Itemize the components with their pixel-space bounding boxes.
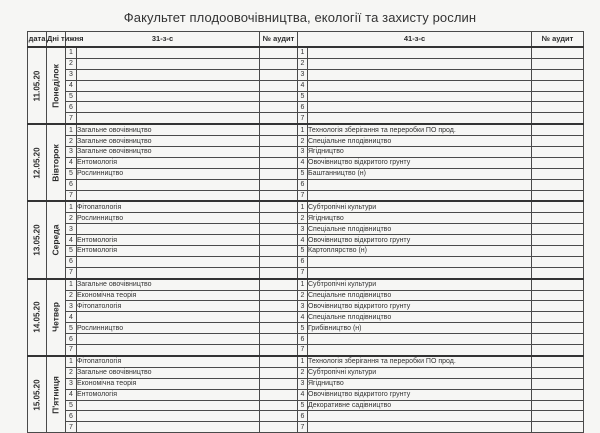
room-group-31 (260, 136, 298, 147)
room-group-31 (260, 323, 298, 334)
page-title: Факультет плодоовочівництва, екології та захисту рослин (123, 10, 477, 25)
day-name-label: Понеділок (50, 63, 61, 108)
lesson-number: 4 (298, 312, 308, 323)
lesson-number: 1 (66, 279, 77, 290)
subject-group-41: Грибівництво (н) (308, 323, 532, 334)
table-row (28, 301, 584, 312)
lesson-number: 5 (66, 91, 77, 102)
subject-group-31: Загальне овочівництво (77, 147, 260, 158)
lesson-number: 2 (66, 213, 77, 224)
room-group-41 (532, 312, 584, 323)
lesson-number: 7 (66, 267, 77, 278)
subject-group-41: Ягідництво (308, 213, 532, 224)
room-group-31 (260, 345, 298, 356)
room-group-41 (532, 290, 584, 301)
lesson-number: 1 (298, 279, 308, 290)
room-group-31 (260, 389, 298, 400)
lesson-number: 4 (298, 80, 308, 91)
room-group-31 (260, 400, 298, 411)
header-room-1: № аудит (260, 32, 298, 48)
table-row (28, 356, 584, 367)
subject-group-31 (77, 179, 260, 190)
lesson-number: 2 (298, 136, 308, 147)
subject-group-41 (308, 58, 532, 69)
room-group-31 (260, 411, 298, 422)
day-date-label: 13.05.20 (32, 224, 42, 256)
room-group-41 (532, 279, 584, 290)
room-group-31 (260, 179, 298, 190)
day-date-label: 11.05.20 (32, 70, 42, 101)
room-group-41 (532, 47, 584, 58)
lesson-number: 5 (298, 168, 308, 179)
room-group-31 (260, 224, 298, 235)
lesson-number: 1 (298, 356, 308, 367)
room-group-31 (260, 256, 298, 267)
lesson-number: 2 (298, 290, 308, 301)
table-row (28, 147, 584, 158)
day-name (47, 47, 66, 124)
room-group-31 (260, 91, 298, 102)
lesson-number: 4 (66, 312, 77, 323)
table-row (28, 290, 584, 301)
table-row (28, 47, 584, 58)
subject-group-41 (308, 69, 532, 80)
room-group-31 (260, 102, 298, 113)
subject-group-41: Ягідництво (308, 147, 532, 158)
room-group-31 (260, 201, 298, 212)
table-row (28, 389, 584, 400)
room-group-41 (532, 235, 584, 246)
table-row (28, 213, 584, 224)
subject-group-41 (308, 334, 532, 345)
room-group-31 (260, 246, 298, 257)
subject-group-31 (77, 69, 260, 80)
room-group-31 (260, 58, 298, 69)
room-group-41 (532, 323, 584, 334)
lesson-number: 3 (298, 224, 308, 235)
room-group-41 (532, 69, 584, 80)
room-group-41 (532, 224, 584, 235)
lesson-number: 1 (66, 201, 77, 212)
lesson-number: 4 (66, 157, 77, 168)
lesson-number: 4 (298, 235, 308, 246)
lesson-number: 5 (66, 323, 77, 334)
lesson-number: 5 (66, 246, 77, 257)
lesson-number: 7 (66, 422, 77, 433)
lesson-number: 6 (66, 334, 77, 345)
schedule-table (27, 31, 584, 433)
subject-group-31: Економічна теорія (77, 378, 260, 389)
room-group-31 (260, 279, 298, 290)
room-group-41 (532, 113, 584, 124)
day-name (47, 201, 66, 278)
room-group-41 (532, 378, 584, 389)
room-group-31 (260, 334, 298, 345)
table-row (28, 168, 584, 179)
room-group-41 (532, 190, 584, 201)
lesson-number: 6 (298, 411, 308, 422)
room-group-41 (532, 124, 584, 135)
header-day: Дні тижня (47, 32, 66, 48)
day-name (47, 279, 66, 356)
room-group-31 (260, 267, 298, 278)
table-row (28, 179, 584, 190)
subject-group-41: Баштанництво (н) (308, 168, 532, 179)
subject-group-31 (77, 334, 260, 345)
lesson-number: 5 (298, 323, 308, 334)
room-group-41 (532, 256, 584, 267)
subject-group-41: Ягідництво (308, 378, 532, 389)
lesson-number: 7 (298, 267, 308, 278)
lesson-number: 3 (298, 147, 308, 158)
room-group-41 (532, 334, 584, 345)
header-room-2: № аудит (532, 32, 584, 48)
table-row (28, 246, 584, 257)
lesson-number: 7 (298, 113, 308, 124)
table-row (28, 312, 584, 323)
subject-group-31: Ентомологія (77, 246, 260, 257)
table-row (28, 224, 584, 235)
lesson-number: 3 (66, 301, 77, 312)
room-group-31 (260, 147, 298, 158)
lesson-number: 2 (66, 367, 77, 378)
room-group-41 (532, 91, 584, 102)
lesson-number: 2 (66, 58, 77, 69)
day-date (28, 279, 47, 356)
lesson-number: 5 (66, 400, 77, 411)
room-group-41 (532, 168, 584, 179)
subject-group-41: Декоративне садівництво (308, 400, 532, 411)
day-date (28, 356, 47, 433)
table-row (28, 102, 584, 113)
lesson-number: 7 (66, 345, 77, 356)
room-group-31 (260, 69, 298, 80)
room-group-41 (532, 147, 584, 158)
lesson-number: 3 (66, 147, 77, 158)
lesson-number: 4 (298, 157, 308, 168)
subject-group-41: Технологія зберігання та переробки ПО прод. (308, 356, 532, 367)
table-row (28, 235, 584, 246)
lesson-number: 4 (66, 389, 77, 400)
table-row (28, 378, 584, 389)
table-row (28, 80, 584, 91)
lesson-number: 6 (66, 102, 77, 113)
table-row (28, 58, 584, 69)
table-row (28, 279, 584, 290)
subject-group-41: Овочівництво відкритого грунту (308, 157, 532, 168)
subject-group-31 (77, 58, 260, 69)
lesson-number: 6 (298, 256, 308, 267)
header-group-41: 41-з-с (298, 32, 532, 48)
subject-group-41 (308, 267, 532, 278)
subject-group-41: Картоплярство (н) (308, 246, 532, 257)
subject-group-41: Овочівництво відкритого грунту (308, 235, 532, 246)
room-group-41 (532, 246, 584, 257)
subject-group-31: Загальне овочівництво (77, 136, 260, 147)
subject-group-41: Технологія зберігання та переробки ПО прод. (308, 124, 532, 135)
table-row (28, 400, 584, 411)
day-date-label: 14.05.20 (32, 301, 42, 333)
day-name-label: Четвер (50, 302, 61, 333)
subject-group-31: Загальне овочівництво (77, 367, 260, 378)
schedule-body (28, 47, 584, 433)
day-date (28, 124, 47, 201)
day-name (47, 356, 66, 433)
subject-group-41: Овочівництво відкритого грунту (308, 301, 532, 312)
subject-group-41 (308, 256, 532, 267)
day-name-label: П'ятниця (50, 375, 61, 414)
lesson-number: 1 (66, 356, 77, 367)
lesson-number: 5 (298, 246, 308, 257)
room-group-31 (260, 190, 298, 201)
subject-group-41: Субтропічні культури (308, 201, 532, 212)
table-row (28, 345, 584, 356)
lesson-number: 2 (298, 213, 308, 224)
lesson-number: 7 (298, 190, 308, 201)
subject-group-31 (77, 256, 260, 267)
lesson-number: 6 (298, 334, 308, 345)
lesson-number: 5 (66, 168, 77, 179)
lesson-number: 3 (66, 378, 77, 389)
room-group-41 (532, 367, 584, 378)
table-row (28, 334, 584, 345)
lesson-number: 7 (66, 113, 77, 124)
room-group-31 (260, 422, 298, 433)
subject-group-41: Спеціальне плодівництво (308, 290, 532, 301)
room-group-31 (260, 124, 298, 135)
room-group-41 (532, 345, 584, 356)
room-group-41 (532, 80, 584, 91)
subject-group-41 (308, 179, 532, 190)
room-group-31 (260, 312, 298, 323)
subject-group-31 (77, 411, 260, 422)
room-group-31 (260, 378, 298, 389)
table-row (28, 201, 584, 212)
lesson-number: 5 (298, 91, 308, 102)
subject-group-31: Загальне овочівництво (77, 124, 260, 135)
subject-group-41 (308, 91, 532, 102)
subject-group-31 (77, 312, 260, 323)
lesson-number: 3 (298, 69, 308, 80)
subject-group-41 (308, 411, 532, 422)
subject-group-41: Спеціальне плодівництво (308, 136, 532, 147)
table-row (28, 422, 584, 433)
subject-group-31: Рослинництво (77, 213, 260, 224)
day-name-label: Середа (50, 224, 61, 256)
room-group-41 (532, 201, 584, 212)
subject-group-31 (77, 47, 260, 58)
room-group-41 (532, 422, 584, 433)
room-group-31 (260, 157, 298, 168)
room-group-31 (260, 235, 298, 246)
day-date-label: 12.05.20 (32, 147, 42, 179)
room-group-31 (260, 213, 298, 224)
room-group-41 (532, 411, 584, 422)
day-date (28, 201, 47, 278)
table-row (28, 69, 584, 80)
subject-group-31 (77, 267, 260, 278)
subject-group-31: Ентомологія (77, 389, 260, 400)
subject-group-31 (77, 345, 260, 356)
lesson-number: 6 (66, 256, 77, 267)
table-row (28, 256, 584, 267)
subject-group-41 (308, 422, 532, 433)
lesson-number: 4 (298, 389, 308, 400)
subject-group-31: Фітопатологія (77, 201, 260, 212)
subject-group-41 (308, 113, 532, 124)
subject-group-41: Субтропічні культури (308, 279, 532, 290)
room-group-41 (532, 58, 584, 69)
table-row (28, 157, 584, 168)
room-group-41 (532, 356, 584, 367)
room-group-31 (260, 80, 298, 91)
room-group-41 (532, 157, 584, 168)
lesson-number: 4 (66, 80, 77, 91)
lesson-number: 3 (298, 378, 308, 389)
room-group-41 (532, 301, 584, 312)
header-row (28, 32, 584, 48)
lesson-number: 3 (66, 69, 77, 80)
lesson-number: 6 (66, 411, 77, 422)
room-group-41 (532, 179, 584, 190)
subject-group-31 (77, 91, 260, 102)
lesson-number: 2 (66, 290, 77, 301)
day-date (28, 47, 47, 124)
room-group-41 (532, 102, 584, 113)
subject-group-31: Загальне овочівництво (77, 279, 260, 290)
lesson-number: 7 (298, 422, 308, 433)
subject-group-31 (77, 400, 260, 411)
subject-group-31: Фітопатологія (77, 356, 260, 367)
room-group-31 (260, 367, 298, 378)
lesson-number: 1 (298, 47, 308, 58)
lesson-number: 6 (66, 179, 77, 190)
subject-group-41: Спеціальне плодівництво (308, 312, 532, 323)
room-group-31 (260, 356, 298, 367)
day-date-label: 15.05.20 (32, 378, 42, 411)
room-group-41 (532, 389, 584, 400)
subject-group-31 (77, 102, 260, 113)
lesson-number: 3 (66, 224, 77, 235)
day-name (47, 124, 66, 201)
header-date: дата (28, 32, 47, 48)
subject-group-31: Фітопатологія (77, 301, 260, 312)
lesson-number: 6 (298, 179, 308, 190)
subject-group-31: Ентомологія (77, 157, 260, 168)
subject-group-41: Спеціальне плодівництво (308, 224, 532, 235)
lesson-number: 4 (66, 235, 77, 246)
lesson-number: 7 (298, 345, 308, 356)
room-group-41 (532, 267, 584, 278)
subject-group-31 (77, 113, 260, 124)
room-group-41 (532, 400, 584, 411)
subject-group-31 (77, 80, 260, 91)
header-group-31: 31-з-с (66, 32, 260, 48)
lesson-number: 3 (298, 301, 308, 312)
subject-group-31 (77, 190, 260, 201)
lesson-number: 5 (298, 400, 308, 411)
lesson-number: 7 (66, 190, 77, 201)
day-name-label: Вівторок (50, 144, 61, 182)
lesson-number: 2 (66, 136, 77, 147)
subject-group-41 (308, 345, 532, 356)
subject-group-41: Субтропічні культури (308, 367, 532, 378)
subject-group-31: Ентомологія (77, 235, 260, 246)
subject-group-31: Економічна теорія (77, 290, 260, 301)
subject-group-31: Рослинництво (77, 323, 260, 334)
room-group-31 (260, 47, 298, 58)
subject-group-31: Рослинництво (77, 168, 260, 179)
table-row (28, 267, 584, 278)
room-group-31 (260, 290, 298, 301)
room-group-41 (532, 136, 584, 147)
table-row (28, 411, 584, 422)
table-row (28, 136, 584, 147)
table-row (28, 323, 584, 334)
subject-group-41: Овочівництво відкритого грунту (308, 389, 532, 400)
subject-group-41 (308, 102, 532, 113)
room-group-31 (260, 301, 298, 312)
subject-group-41 (308, 80, 532, 91)
table-row (28, 367, 584, 378)
room-group-41 (532, 213, 584, 224)
table-row (28, 91, 584, 102)
lesson-number: 1 (66, 124, 77, 135)
subject-group-41 (308, 47, 532, 58)
lesson-number: 6 (298, 102, 308, 113)
table-row (28, 124, 584, 135)
lesson-number: 2 (298, 367, 308, 378)
lesson-number: 1 (298, 124, 308, 135)
lesson-number: 1 (298, 201, 308, 212)
subject-group-31 (77, 224, 260, 235)
subject-group-31 (77, 422, 260, 433)
table-row (28, 113, 584, 124)
lesson-number: 2 (298, 58, 308, 69)
subject-group-41 (308, 190, 532, 201)
lesson-number: 1 (66, 47, 77, 58)
room-group-31 (260, 113, 298, 124)
table-row (28, 190, 584, 201)
room-group-31 (260, 168, 298, 179)
